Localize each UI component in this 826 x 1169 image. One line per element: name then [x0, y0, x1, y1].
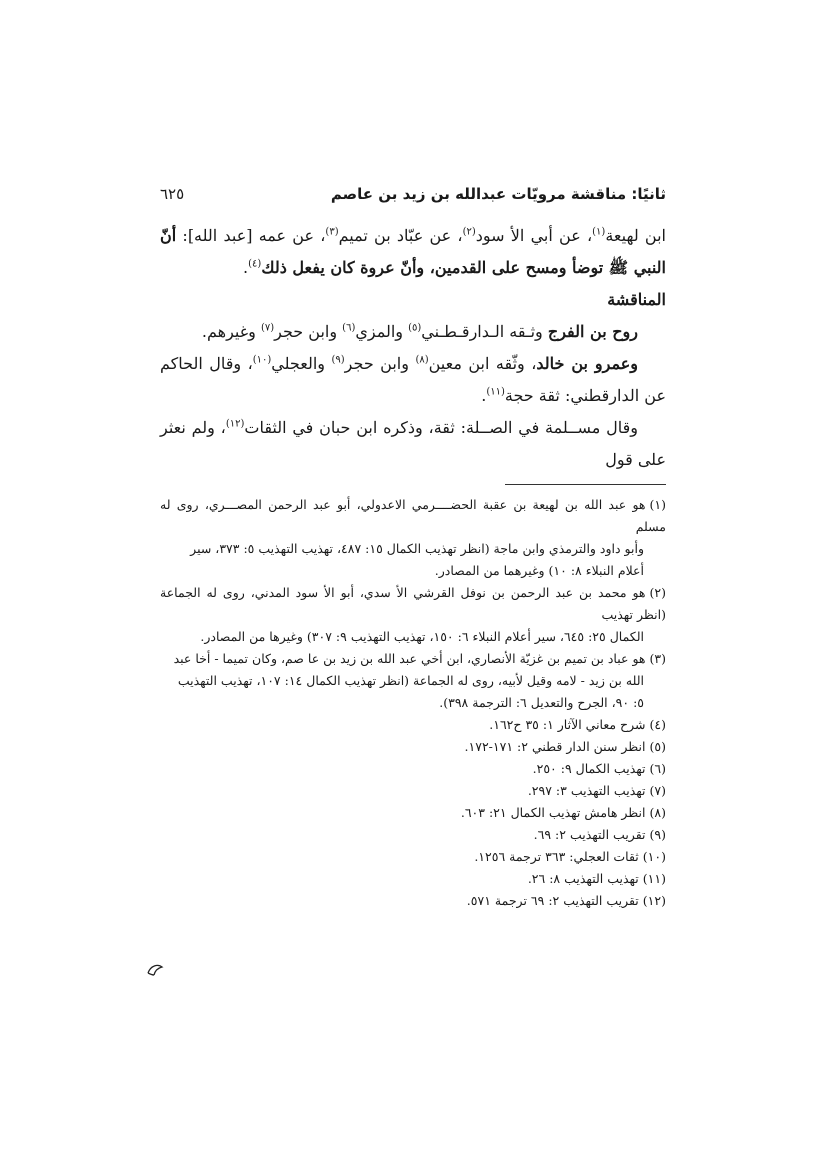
footnote: [160, 780, 666, 802]
footnote-number: (١): [649, 497, 666, 512]
paragraph-maslama: [160, 412, 666, 476]
footnote-text: تهذيب الكمال ٩: ٢٥٠.: [532, 761, 646, 776]
leaf-ornament-icon: [146, 963, 164, 977]
hadith-text: أنّ النبي ﷺ توضأ ومسح على القدمين، وأنّ عروة كان يفعل ذلك: [160, 226, 666, 277]
footnote-text: انظر سنن الدار قطني ٢: ١٧١-١٧٢.: [464, 739, 646, 754]
footnote-number: (٥): [649, 739, 666, 754]
footnote: [160, 758, 666, 780]
text-run: ، عن عمه [عبد الله]:: [176, 226, 326, 245]
text-run: ، وقال الحاكم عن الدارقطني: ثقة حجة: [160, 354, 666, 405]
footnote-ref: (٣): [325, 226, 339, 238]
page-header: [160, 185, 666, 207]
footnote-ref: (٢): [462, 226, 476, 238]
running-title: ثانيًا: مناقشة مرويّات عبدالله بن زيد بن عاصم: [330, 185, 666, 203]
paragraph-chain: [160, 220, 666, 284]
footnote-text: تهذيب التهذيب ٣: ٢٩٧.: [527, 783, 646, 798]
text-run: ابن لهيعة: [605, 226, 667, 245]
page-number: ٦٢٥: [160, 185, 185, 203]
footnote-continuation: الكمال ٢٥: ٦٤٥، سير أعلام النبلاء ٦: ١٥٠، تهذيب التهذيب ٩: ٣٠٧) وغيرها من المصادر.: [200, 629, 644, 644]
footnote-ref: (٦): [342, 322, 356, 334]
text-run: ، عن عبّاد بن تميم: [338, 226, 463, 245]
footnote-number: (٧): [649, 783, 666, 798]
footnote-text: شرح معاني الآثار ١: ٣٥ ح١٦٢.: [489, 717, 646, 732]
section-heading: المناقشة: [607, 290, 666, 309]
text-run: .: [481, 386, 487, 405]
footnote-ref: (١١): [486, 386, 505, 398]
footnote: [160, 494, 666, 538]
footnote-ref: (١): [592, 226, 606, 238]
footnote-continuation: وأبو داود والترمذي وابن ماجة (انظر تهذيب الكمال ١٥: ٤٨٧، تهذيب التهذيب ٥: ٣٧٣، سير: [190, 541, 644, 556]
text-run: والمزي: [355, 322, 409, 341]
footnote-number: (٦): [649, 761, 666, 776]
text-run: ، ولم نعثر على قول: [160, 418, 666, 469]
footnote-text: هو عباد بن تميم بن غزيّة الأنصاري، ابن أخي عبد الله بن زيد بن عا صم، وكان تميما - أخا عبد: [173, 651, 646, 666]
paragraph-rawh: [160, 316, 666, 348]
footnote: [160, 736, 666, 758]
footnote: [160, 714, 666, 736]
main-text: [160, 220, 666, 476]
footnote: [160, 824, 666, 846]
footnote-text: ثقات العجلي: ٣٦٣ ترجمة ١٢٥٦.: [474, 849, 639, 864]
text-run: وغيرهم.: [201, 322, 261, 341]
footnote: [160, 868, 666, 890]
footnote: [160, 802, 666, 824]
footnote-text: هو عبد الله بن لهيعة بن عقبة الحضــــرمي الاعدولي، أبو عبد الرحمن المصـــري، روى له مسلم: [160, 497, 666, 534]
footnote-number: (٤): [649, 717, 666, 732]
footnote-text: تقريب التهذيب ٢: ٦٩.: [533, 827, 646, 842]
footnote-text: تقريب التهذيب ٢: ٦٩ ترجمة ٥٧١.: [466, 893, 639, 908]
footnote-number: (٩): [649, 827, 666, 842]
footnote-continuation: أعلام النبلاء ٨: ١٠) وغيرهما من المصادر.: [434, 563, 644, 578]
footnote-number: (٢): [649, 585, 666, 600]
footnote-number: (٨): [649, 805, 666, 820]
footnote-number: (٣): [649, 651, 666, 666]
paragraph-amr: [160, 348, 666, 412]
footnote: [160, 582, 666, 626]
text-run: وثـقه الـدارقـطـني: [421, 322, 548, 341]
footnote-text: تهذيب التهذيب ٨: ٢٦.: [527, 871, 639, 886]
narrator-name: وعمرو بن خالد: [536, 354, 638, 373]
footnote: [160, 890, 666, 912]
footnote-ref: (٩): [331, 354, 345, 366]
text-run: وقال مســلمة في الصــلة: ثقة، وذكره ابن حبان في الثقات: [244, 418, 638, 437]
footnote-text: هو محمد بن عبد الرحمن بن نوفل القرشي الأ سدي، أبو الأ سود المدني، روى له الجماعة (انظر تهذيب: [160, 585, 666, 622]
footnote-ref: (١٢): [225, 418, 245, 430]
footnote-number: (١١): [642, 871, 666, 886]
footnote: [160, 846, 666, 868]
footnote-ref: (١٠): [252, 354, 272, 366]
footnote-ref: (٨): [415, 354, 429, 366]
text-run: .: [243, 258, 249, 277]
footnote-separator: [505, 484, 666, 485]
text-run: والعجلي: [271, 354, 332, 373]
narrator-name: روح بن الفرج: [547, 322, 638, 341]
leaf-ornament-icon: [146, 963, 164, 981]
footnote-number: (١٢): [642, 893, 666, 908]
footnote-ref: (٧): [260, 322, 275, 334]
footnote-continuation: ٥: ٩٠، الجرح والتعديل ٦: الترجمة ٣٩٨).: [439, 695, 644, 710]
footnote-text: انظر هامش تهذيب الكمال ٢١: ٦٠٣.: [460, 805, 646, 820]
text-run: وابن حجر: [344, 354, 416, 373]
footnote: [160, 648, 666, 670]
text-run: ، وثّقه ابن معين: [428, 354, 537, 373]
text-run: وابن حجر: [274, 322, 343, 341]
footnote-ref: (٤): [248, 258, 262, 270]
footnote-number: (١٠): [642, 849, 666, 864]
text-run: ، عن أبي الأ سود: [475, 226, 593, 245]
footnote-ref: (٥): [408, 322, 422, 334]
footnotes: [160, 494, 666, 912]
footnote-continuation: الله بن زيد - لامه وقيل لأبيه، روى له الجماعة (انظر تهذيب الكمال ١٤: ١٠٧، تهذيب التهذيب: [177, 673, 644, 688]
